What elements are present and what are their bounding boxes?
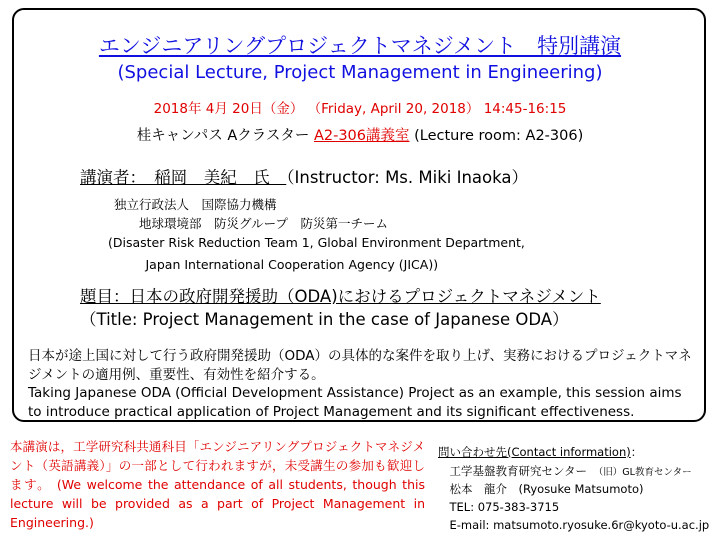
date-en: （Friday, April 20, 2018） bbox=[307, 101, 480, 117]
org-line-1: 独立行政法人 国際協力機構 bbox=[114, 197, 277, 212]
venue-prefix: 桂キャンパス Aクラスター bbox=[136, 128, 314, 144]
instructor-name-en: （Instructor: Ms. Miki Inaoka） bbox=[286, 168, 528, 187]
contact-center-name: 工学基盤教育研究センター bbox=[438, 464, 599, 478]
org-line-4: Japan International Cooperation Agency (JICA)) bbox=[108, 257, 439, 272]
room-en: (Lecture room: A2-306) bbox=[409, 128, 584, 144]
contact-person: 松本 龍介 (Ryosuke Matsumoto) bbox=[438, 482, 644, 496]
topic-title-ja: 題目：日本の政府開発援助（ODA)におけるプロジェクトマネジメント bbox=[80, 287, 601, 306]
page-subtitle: (Special Lecture, Project Management in Engineering) bbox=[117, 62, 603, 83]
description bbox=[28, 347, 698, 421]
date-ja: 2018年 4月 20日（金） bbox=[153, 101, 304, 117]
description-ja: 日本が途上国に対して行う政府開発援助（ODA）の具体的な案件を取り上げ、実務におけるプロジェクトマネジメントの適用例、重要性、有効性を紹介する。 bbox=[28, 348, 692, 383]
room-ja: A2-306講義室 bbox=[313, 128, 410, 144]
contact-heading-suffix: ： bbox=[630, 445, 643, 459]
org-line-3: (Disaster Risk Reduction Team 1, Global Environment Department, bbox=[108, 235, 525, 250]
attendance-notice: 本講演は，工学研究科共通科目「エンジニアリングプロジェクトマネジメント（英語講義）」の一部として行われますが，未受講生の参加も歓迎します。 (We welcome the attendance of all students, though this lecture will be provided as a part of Project Management in Engineering.) bbox=[10, 439, 425, 530]
venue-line bbox=[0, 124, 720, 145]
contact-heading-line bbox=[438, 444, 642, 460]
contact-center bbox=[438, 463, 692, 479]
contact-tel: TEL: 075-383-3715 bbox=[438, 500, 560, 514]
contact-email[interactable]: E-mail: matsumoto.ryosuke.6r@kyoto-u.ac.jp bbox=[438, 518, 710, 532]
time-range: 14:45-16:15 bbox=[483, 101, 567, 117]
page-title: エンジニアリングプロジェクトマネジメント 特別講演 bbox=[98, 34, 622, 58]
instructor-label: 講演者： 稲岡 美紀 氏 bbox=[80, 168, 287, 187]
topic-title-en: （Title: Project Management in the case of Japanese ODA） bbox=[80, 310, 569, 329]
org-line-2: 地球環境部 防災グループ 防災第一チーム bbox=[114, 216, 389, 231]
instructor-line bbox=[80, 164, 528, 188]
description-en: Taking Japanese ODA (Official Development Assistance) Project as an example, this session aims to introduce practical application of Project Management and its significant effectiveness. bbox=[28, 385, 682, 420]
contact-heading: 問い合わせ先(Contact information) bbox=[438, 445, 631, 459]
contact-center-note: （旧）GL教育センター bbox=[598, 467, 692, 478]
date-line bbox=[0, 97, 720, 117]
